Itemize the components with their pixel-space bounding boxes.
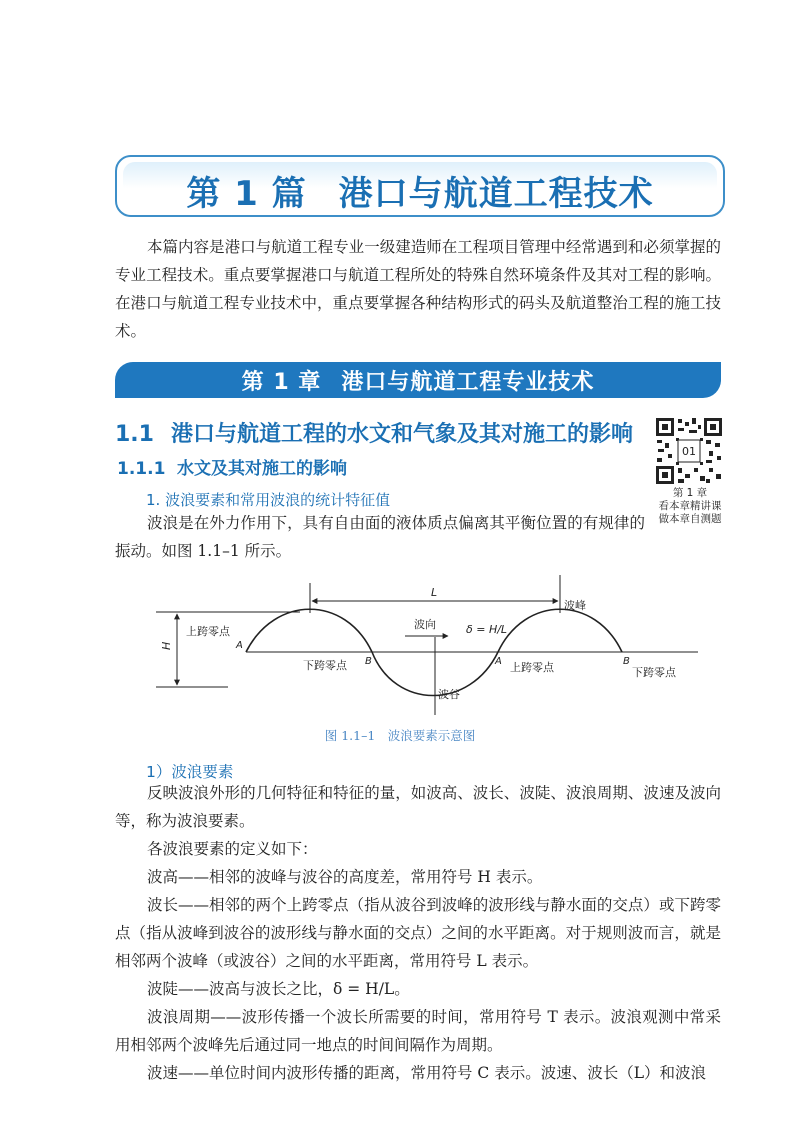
subsection-heading-wave-elements: 1）波浪要素 xyxy=(146,763,234,781)
up-zero-label-2: 上跨零点 xyxy=(510,661,554,674)
qr-caption xyxy=(644,487,736,526)
steepness-label: δ = H/L xyxy=(466,623,508,636)
point-b-1: B xyxy=(365,656,372,667)
crest-label: 波峰 xyxy=(564,599,586,612)
paragraph-wave-height: 波高——相邻的波峰与波谷的高度差，常用符号 H 表示。 xyxy=(147,868,543,886)
wave-diagram xyxy=(150,575,700,725)
chapter-title xyxy=(115,365,721,396)
section-1-1-1-number: 1.1.1 xyxy=(117,459,166,479)
wave-elements-body xyxy=(115,779,721,1087)
figure-caption: 图 1.1–1 波浪要素示意图 xyxy=(324,728,476,743)
section-1-1-title: 港口与航道工程的水文和气象及其对施工的影响 xyxy=(171,422,634,447)
part-title-text: 港口与航道工程技术 xyxy=(338,174,654,214)
section-1-1-number: 1.1 xyxy=(115,422,154,447)
section-heading-1-1 xyxy=(115,417,633,448)
trough-label: 波谷 xyxy=(438,688,460,701)
paragraph-wave-steepness: 波陡——波高与波长之比，δ = H/L。 xyxy=(147,980,410,998)
qr-caption-chapter: 第 1 章 xyxy=(672,487,708,499)
down-zero-label-2: 下跨零点 xyxy=(632,666,676,679)
chapter-label: 第 1 章 xyxy=(241,370,322,395)
qr-caption-test: 做本章自测题 xyxy=(658,513,722,525)
paragraph-wave-elements: 反映波浪外形的几何特征和特征的量，如波高、波长、波陡、波浪周期、波速及波向等，称为波浪要素。 xyxy=(115,784,721,830)
qr-caption-lecture: 看本章精讲课 xyxy=(658,500,722,512)
part-banner xyxy=(115,155,725,217)
section-1-1-1-title: 水文及其对施工的影响 xyxy=(177,459,347,479)
l-label: L xyxy=(431,586,438,599)
up-zero-label-1: 上跨零点 xyxy=(186,625,230,638)
part-label: 第 1 篇 xyxy=(186,174,307,214)
qr-code[interactable] xyxy=(654,416,724,486)
chapter-title-text: 港口与航道工程专业技术 xyxy=(341,370,595,395)
direction-label: 波向 xyxy=(414,618,436,631)
point-a-1: A xyxy=(236,640,243,651)
h-label: H xyxy=(160,641,173,650)
down-zero-label-1: 下跨零点 xyxy=(303,659,347,672)
point-b-2: B xyxy=(623,656,630,667)
point-a-2: A xyxy=(495,656,502,667)
chapter-banner xyxy=(115,362,721,398)
intro-paragraph: 本篇内容是港口与航道工程专业一级建造师在工程项目管理中经常遇到和必须掌握的专业工程技术。重点要掌握港口与航道工程所处的特殊自然环境条件及其对工程的影响。在港口与航道工程专业技术中，重点要掌握各种结构形式的码头及航道整治工程的施工技术。 xyxy=(115,238,721,340)
qr-badge: 01 xyxy=(682,445,696,458)
part-title xyxy=(117,166,723,215)
section-heading-1-1-1 xyxy=(117,454,347,479)
wave-definition-paragraph: 波浪是在外力作用下，具有自由面的液体质点偏离其平衡位置的有规律的振动。如图 1.1–1 所示。 xyxy=(115,514,645,560)
paragraph-wave-speed: 波速——单位时间内波形传播的距离，常用符号 C 表示。波速、波长（L）和波浪 xyxy=(147,1064,707,1082)
paragraph-wave-period: 波浪周期——波形传播一个波长所需要的时间，常用符号 T 表示。波浪观测中常采用相邻两个波峰先后通过同一地点的时间间隔作为周期。 xyxy=(115,1008,721,1054)
paragraph-wave-length: 波长——相邻的两个上跨零点（指从波谷到波峰的波形线与静水面的交点）或下跨零点（指从波峰到波谷的波形线与静水面的交点）之间的水平距离。对于规则波而言，就是相邻两个波峰（或波谷）之间的水平距离，常用符号 L 表示。 xyxy=(115,896,721,970)
subsection-heading-1: 1. 波浪要素和常用波浪的统计特征值 xyxy=(146,491,391,509)
paragraph-definitions-intro: 各波浪要素的定义如下： xyxy=(147,840,318,858)
